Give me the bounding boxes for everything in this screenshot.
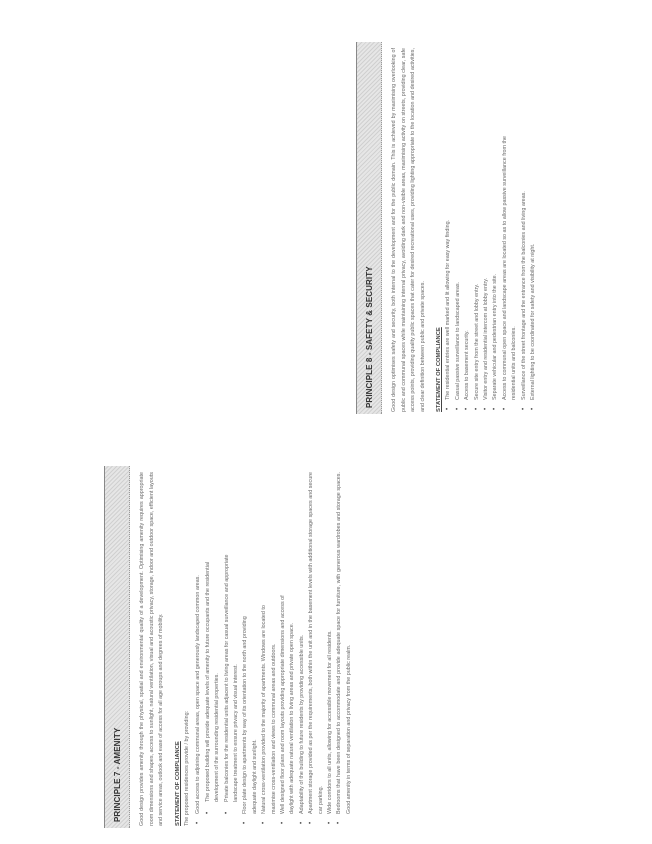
bullet-icon: • xyxy=(242,821,249,824)
list-item xyxy=(463,48,472,410)
list-item xyxy=(223,472,232,814)
list-item-text: development of the surrounding residential properties. xyxy=(214,673,221,802)
list-item-text: Good access to adjoining communal areas, open space and generously landscaped common areas. xyxy=(195,575,202,814)
bullet-icon: • xyxy=(204,811,211,814)
list-item-text: Adaptability of the building to future residents by providing accessible units. xyxy=(298,634,305,814)
bullet-icon: • xyxy=(454,407,461,410)
list-item xyxy=(454,48,463,410)
list-item-text: landscape treatment to ensure privacy and visual interest. xyxy=(233,664,239,802)
amenity-statement-intro: The proposed residences provide / by providing: xyxy=(183,710,190,826)
safety-compliance-list xyxy=(444,42,538,414)
amenity-section xyxy=(104,466,464,828)
bullet-icon: • xyxy=(336,821,343,824)
bullet-icon: • xyxy=(298,821,305,824)
amenity-intro-paragraph: Good design provides amenity through the physical, spatial and environmental quality of a development. Optimising amenity requires appropriate room dimensions and shapes, access to sunlight, natural ventilation, visual and acoustic privacy, storage, indoor and outdoor space, efficient layouts and service areas, outlook and ease of access for all age groups and degrees of mobility. xyxy=(139,472,165,826)
bullet-icon: • xyxy=(195,821,202,824)
list-item-text: Casual passive surveillance to landscaped areas. xyxy=(454,281,461,400)
amenity-heading: PRINCIPLE 7 - AMENITY xyxy=(104,466,130,828)
list-item-text: daylight with adequate natural ventilation to living areas and private open space. xyxy=(289,622,296,814)
list-item-text: Bedrooms that have been designed to accommodate and provide adequate space for furniture, with generous wardrobes and storage spaces. Good amenity in terms of separation and privacy from the public realm. xyxy=(336,472,352,814)
list-item xyxy=(204,472,213,814)
list-item-text: Well designed floor plans and room layouts providing appropriate dimensions and access of xyxy=(280,595,287,814)
safety-intro-paragraph: Good design optimises safety and security, both internal to the development and for the public domain. This is achieved by maximising overlooking of public and communal spaces while maintaining internal privacy, avoiding dark and non-visible areas, maximising activity on streets, providing clear, safe access points, providing quality public spaces that cater for desired recreational uses, providing lighting appropriate to the location and desired activities, and clear definition between public and private spaces. xyxy=(391,48,426,412)
list-item xyxy=(251,472,260,814)
amenity-statement-heading: STATEMENT OF COMPLIANCE xyxy=(174,741,181,826)
bullet-icon: • xyxy=(280,821,287,824)
list-item-text: Access to basement security. xyxy=(464,330,471,400)
bullet-icon: • xyxy=(520,407,527,410)
list-item-text: Visitor entry and residential intercom at lobby entry. xyxy=(483,277,489,400)
list-item xyxy=(298,472,307,824)
list-item-text: The proposed building will provide adequate levels of amenity to future occupants and the residential xyxy=(204,561,211,802)
list-item-text: Wide corridors to all units, allowing for accessible movement for all residents. xyxy=(327,630,334,814)
list-item xyxy=(501,48,510,410)
list-item-text: Access to communal open space and landscape areas are located so as to allow passive surveillance from the xyxy=(501,136,508,400)
list-item xyxy=(444,48,453,410)
list-item-text: Apartment storage provided as per the requirements, both within the unit and in the basement levels with additional storage spaces and secure car parking. xyxy=(308,472,324,814)
bullet-icon: • xyxy=(492,407,499,410)
list-item xyxy=(326,472,335,824)
bullet-icon: • xyxy=(445,407,452,410)
list-item xyxy=(288,472,297,814)
list-item xyxy=(270,472,279,814)
list-item-text: Secure site entry from the street and lobby entry. xyxy=(473,283,480,400)
list-item xyxy=(232,472,241,814)
bullet-icon: • xyxy=(327,821,334,824)
list-item xyxy=(335,472,354,824)
list-item-text: Surveillance of the street frontage and the entrance from the balconies and living areas. xyxy=(520,191,527,400)
list-item xyxy=(473,48,482,410)
bullet-icon: • xyxy=(530,407,537,410)
safety-statement-heading: STATEMENT OF COMPLIANCE xyxy=(436,327,443,412)
list-item-text: The residential entries are well marked and lit allowing for easy way finding. xyxy=(445,219,452,400)
bullet-icon: • xyxy=(308,821,315,824)
list-item-text: Private balconies for the residential units adjacent to living areas for casual surveillance and appropriate xyxy=(223,554,230,802)
list-item-text: Separate vehicular and pedestrian entry into the site. xyxy=(492,273,499,400)
list-item xyxy=(213,472,222,814)
list-item xyxy=(260,472,269,824)
bullet-icon: • xyxy=(483,407,489,410)
list-item-text: adequate daylight and sunlight. xyxy=(251,739,258,814)
list-item-text: residential units and balconies. xyxy=(511,326,518,400)
list-item xyxy=(510,48,519,400)
bullet-icon: • xyxy=(473,407,480,410)
list-item xyxy=(279,472,288,824)
list-item xyxy=(491,48,500,410)
list-item-text: maximise cross-ventilation and views to communal areas and outdoors. xyxy=(270,643,277,814)
amenity-compliance-list xyxy=(194,466,354,828)
bullet-icon: • xyxy=(261,821,268,824)
list-item-text: Natural cross-ventilation provided to the majority of apartments. Windows are located to xyxy=(261,605,268,814)
list-item xyxy=(482,48,491,410)
list-item xyxy=(307,472,326,824)
bullet-icon: • xyxy=(223,811,230,814)
list-item-text: Floor plate design to apartments by way of its orientation to the north and providing xyxy=(242,616,249,814)
list-item xyxy=(520,48,529,410)
safety-heading: PRINCIPLE 8 - SAFETY & SECURITY xyxy=(356,42,382,414)
bullet-icon: • xyxy=(464,407,471,410)
list-item xyxy=(194,472,203,824)
list-item-text: External lighting to be coordinated for safety and visibility at night. xyxy=(530,243,537,400)
list-item xyxy=(241,472,250,824)
safety-section xyxy=(356,42,596,414)
bullet-icon: • xyxy=(501,407,508,410)
list-item xyxy=(529,48,538,410)
